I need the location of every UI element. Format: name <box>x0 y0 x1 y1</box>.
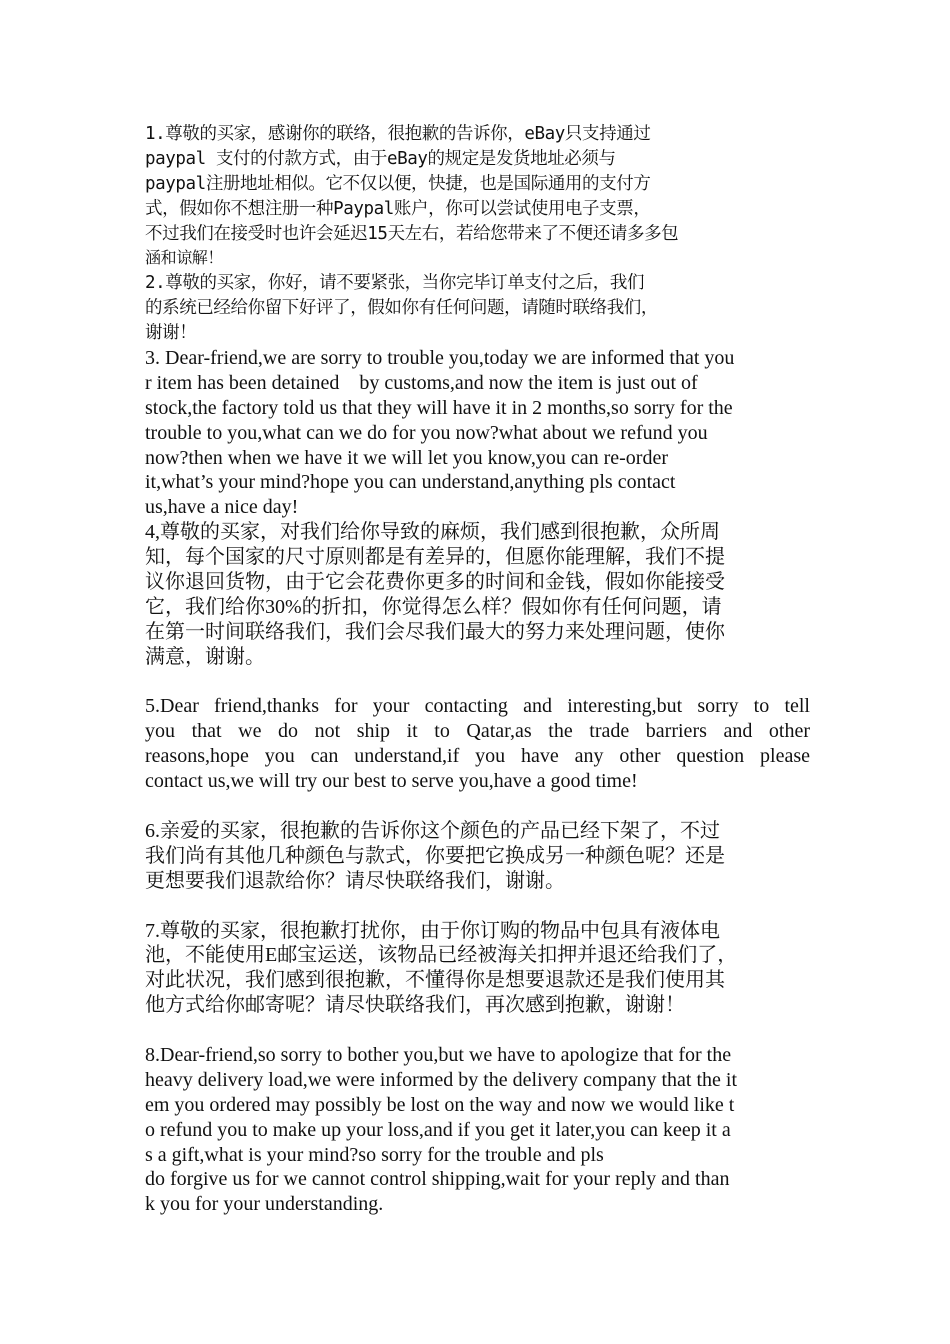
text-line: 它，我们给你30%的折扣，你觉得怎么样？假如你有任何问题，请 <box>145 595 722 618</box>
text-line: em you ordered may possibly be lost on the way and now we would like t <box>145 1093 735 1116</box>
paragraph-6 <box>145 819 810 894</box>
text-line: 在第一时间联络我们，我们会尽我们最大的努力来处理问题，使你 <box>145 620 725 643</box>
text-line: 谢谢！ <box>145 323 197 344</box>
text-line: 4,尊敬的买家，对我们给你导致的麻烦，我们感到很抱歉，众所周 <box>145 521 720 544</box>
text-line: 的系统已经给你留下好评了，假如你有任何问题，请随时联络我们， <box>145 298 658 319</box>
text-line: 我们尚有其他几种颜色与款式，你要把它换成另一种颜色呢？还是 <box>145 844 725 867</box>
paragraph-8 <box>145 1043 810 1217</box>
text-line: paypal注册地址相似。它不仅以便，快捷，也是国际通用的支付方 <box>145 173 651 194</box>
text-line: 式，假如你不想注册一种Paypal账户，你可以尝试使用电子支票， <box>145 198 651 219</box>
text-line: 6.亲爱的买家，很抱歉的告诉你这个颜色的产品已经下架了，不过 <box>145 819 720 842</box>
text-line: 他方式给你邮寄呢？请尽快联络我们，再次感到抱歉，谢谢！ <box>145 994 685 1017</box>
text-line: s a gift,what is your mind?so sorry for the trouble and pls <box>145 1143 604 1166</box>
paragraph-2 <box>145 271 810 346</box>
text-line: 满意，谢谢。 <box>145 645 265 668</box>
text-line: do forgive us for we cannot control shipping,wait for your reply and than <box>145 1168 730 1191</box>
text-line: 3. Dear-friend,we are sorry to trouble you,today we are informed that you <box>145 347 735 370</box>
text-line: 1.尊敬的买家，感谢你的联络，很抱歉的告诉你，eBay只支持通过 <box>145 124 651 144</box>
paragraph-4 <box>145 520 810 669</box>
text-line: r item has been detained by customs,and now the item is just out of <box>145 371 698 394</box>
text-line: o refund you to make up your loss,and if you get it later,you can keep it a <box>145 1118 731 1141</box>
text-line: 知，每个国家的尺寸原则都是有差异的，但愿你能理解，我们不提 <box>145 546 725 569</box>
text-line: k you for your understanding. <box>145 1193 384 1216</box>
text-line: 议你退回货物，由于它会花费你更多的时间和金钱，假如你能接受 <box>145 571 725 594</box>
text-line: us,have a nice day! <box>145 496 299 519</box>
paragraph-3 <box>145 346 810 520</box>
text-line: 7.尊敬的买家，很抱歉打扰你，由于你订购的物品中包具有液体电 <box>145 919 720 942</box>
text-line: 更想要我们退款给你？请尽快联络我们，谢谢。 <box>145 869 565 892</box>
text-line: 池，不能使用E邮宝运送，该物品已经被海关扣押并退还给我们了， <box>145 944 738 967</box>
paragraph-5 <box>145 694 810 794</box>
text-line: you that we do not ship it to Qatar,as the trade barriers and other <box>145 720 810 743</box>
text-line: 涵和谅解！ <box>145 248 224 268</box>
text-line: now?then when we have it we will let you know,you can re-order <box>145 446 668 469</box>
paragraph-spacer <box>145 1018 810 1043</box>
text-line: 不过我们在接受时也许会延迟15天左右，若给您带来了不便还请多多包 <box>145 223 679 244</box>
text-line: 8.Dear-friend,so sorry to bother you,but we have to apologize that for the <box>145 1043 732 1066</box>
text-line: heavy delivery load,we were informed by the delivery company that the it <box>145 1068 738 1091</box>
text-line: it,what’s your mind?hope you can understand,anything pls contact <box>145 471 676 494</box>
paragraph-spacer <box>145 670 810 695</box>
text-line: paypal 支付的付款方式，由于eBay的规定是发货地址必须与 <box>145 148 616 169</box>
document-page <box>145 122 810 1217</box>
text-line: contact us,we will try our best to serve you,have a good time! <box>145 770 638 793</box>
text-line: 5.Dear friend,thanks for your contacting and interesting,but sorry to tell <box>145 695 810 718</box>
paragraph-spacer <box>145 794 810 819</box>
text-line: reasons,hope you can understand,if you have any other question please <box>145 745 810 768</box>
text-line: stock,the factory told us that they will have it in 2 months,so sorry for the <box>145 396 733 419</box>
paragraph-1 <box>145 122 810 271</box>
text-line: 对此状况，我们感到很抱歉，不懂得你是想要退款还是我们使用其 <box>145 969 725 992</box>
text-line: 2.尊敬的买家，你好，请不要紧张，当你完毕订单支付之后，我们 <box>145 273 645 294</box>
paragraph-spacer <box>145 894 810 919</box>
paragraph-7 <box>145 919 810 1019</box>
text-line: trouble to you,what can we do for you now?what about we refund you <box>145 421 708 444</box>
